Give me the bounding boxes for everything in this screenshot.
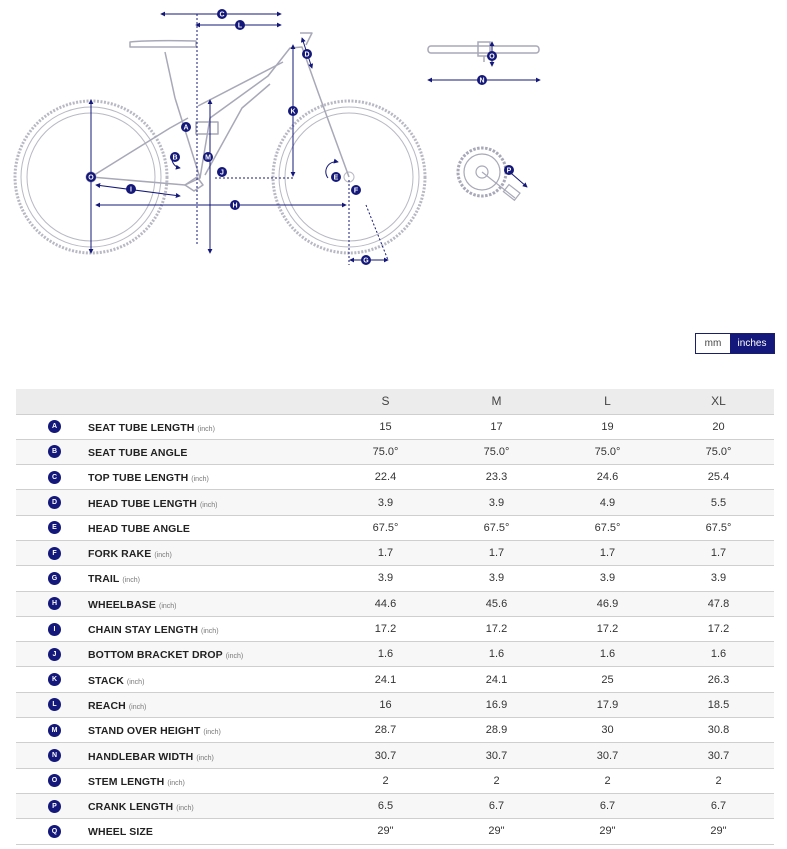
parameter-cell bbox=[88, 515, 330, 540]
geometry-diagram bbox=[0, 0, 787, 290]
svg-text:A: A bbox=[183, 124, 189, 132]
parameter-name: WHEEL SIZE bbox=[88, 826, 153, 839]
parameter-cell bbox=[88, 743, 330, 768]
parameter-cell bbox=[88, 566, 330, 591]
value-cell: 30.7 bbox=[596, 749, 619, 762]
unit-mm-button[interactable]: mm bbox=[696, 334, 730, 353]
parameter-unit: (inch) bbox=[167, 779, 185, 787]
marker-f bbox=[351, 185, 361, 195]
svg-text:N: N bbox=[479, 77, 485, 85]
value-cell: 75.0° bbox=[483, 445, 510, 458]
parameter-name: CHAIN STAY LENGTH bbox=[88, 624, 199, 637]
letter-cell bbox=[16, 566, 88, 591]
letter-cell bbox=[16, 591, 88, 616]
value-cell: 2 bbox=[715, 774, 722, 787]
svg-text:O: O bbox=[88, 174, 94, 182]
size-header: L bbox=[604, 394, 611, 409]
letter-cell bbox=[16, 465, 88, 490]
letter-badge: D bbox=[48, 496, 61, 509]
letter-badge: P bbox=[48, 800, 61, 813]
parameter-name: STACK bbox=[88, 674, 124, 687]
value-cell: 75.0° bbox=[372, 445, 399, 458]
value-cell: 3.9 bbox=[488, 496, 505, 509]
parameter-unit: (inch) bbox=[128, 703, 147, 711]
table-row bbox=[16, 616, 774, 641]
parameter-cell bbox=[88, 718, 330, 743]
parameter-name: HANDLEBAR WIDTH bbox=[88, 750, 194, 763]
value-cell: 30.7 bbox=[485, 749, 508, 762]
value-cell: 3.9 bbox=[599, 572, 616, 585]
value-cell: 47.8 bbox=[707, 597, 730, 610]
value-cell: 17.2 bbox=[485, 623, 508, 636]
parameter-unit: (inch) bbox=[197, 425, 215, 433]
size-header-row bbox=[16, 389, 774, 414]
value-cell: 1.7 bbox=[377, 547, 394, 560]
value-cell: 4.9 bbox=[599, 496, 616, 509]
value-cell: 3.9 bbox=[488, 572, 505, 585]
table-row bbox=[16, 743, 774, 768]
parameter-unit: (inch) bbox=[191, 476, 209, 484]
value-cell: 30.7 bbox=[707, 749, 730, 762]
letter-cell bbox=[16, 439, 88, 464]
letter-cell bbox=[16, 667, 88, 692]
unit-toggle bbox=[695, 333, 775, 354]
parameter-cell bbox=[88, 819, 330, 844]
parameter-cell bbox=[88, 465, 330, 490]
svg-text:K: K bbox=[290, 108, 296, 116]
value-cell: 23.3 bbox=[485, 471, 508, 484]
parameter-name: CRANK LENGTH bbox=[88, 801, 174, 814]
value-cell: 29" bbox=[377, 825, 394, 838]
marker-k bbox=[288, 106, 298, 116]
letter-cell bbox=[16, 414, 88, 439]
value-cell: 29" bbox=[710, 825, 727, 838]
value-cell: 1.6 bbox=[488, 648, 505, 661]
handlebar-view bbox=[428, 42, 539, 62]
parameter-name: TRAIL bbox=[88, 573, 120, 586]
value-cell: 6.7 bbox=[599, 800, 616, 813]
value-cell: 15 bbox=[379, 420, 392, 433]
svg-text:O: O bbox=[489, 53, 495, 61]
value-cell: 24.6 bbox=[596, 471, 619, 484]
value-cell: 16 bbox=[379, 698, 392, 711]
svg-text:I: I bbox=[130, 186, 132, 194]
table-row bbox=[16, 642, 774, 667]
svg-text:J: J bbox=[220, 169, 224, 177]
value-cell: 30.7 bbox=[374, 749, 397, 762]
letter-cell bbox=[16, 616, 88, 641]
letter-cell bbox=[16, 642, 88, 667]
marker-l bbox=[235, 20, 245, 30]
value-cell: 75.0° bbox=[594, 445, 621, 458]
value-cell: 17.9 bbox=[596, 698, 619, 711]
value-cell: 18.5 bbox=[707, 698, 730, 711]
parameter-unit: (inch) bbox=[203, 729, 221, 737]
table-row bbox=[16, 540, 774, 565]
marker-o bbox=[487, 51, 497, 61]
table-row bbox=[16, 692, 774, 717]
parameter-name: STEM LENGTH bbox=[88, 775, 165, 788]
letter-badge: F bbox=[48, 547, 61, 560]
table-row bbox=[16, 793, 774, 818]
value-cell: 3.9 bbox=[377, 572, 394, 585]
letter-badge: A bbox=[48, 420, 61, 433]
parameter-unit: (inch) bbox=[201, 628, 219, 636]
table-row bbox=[16, 414, 774, 439]
value-cell: 28.9 bbox=[485, 724, 508, 737]
value-cell: 67.5° bbox=[705, 521, 732, 534]
value-cell: 17.2 bbox=[374, 623, 397, 636]
parameter-cell bbox=[88, 616, 330, 641]
letter-badge: H bbox=[48, 597, 61, 610]
value-cell: 30 bbox=[601, 724, 614, 737]
letter-cell bbox=[16, 692, 88, 717]
marker-d bbox=[302, 49, 312, 59]
letter-badge: I bbox=[48, 623, 61, 636]
header-blank bbox=[16, 389, 88, 414]
svg-text:H: H bbox=[232, 202, 238, 210]
marker-n bbox=[477, 75, 487, 85]
marker-p bbox=[504, 165, 514, 175]
letter-badge: G bbox=[48, 572, 61, 585]
value-cell: 28.7 bbox=[374, 724, 397, 737]
parameter-name: SEAT TUBE LENGTH bbox=[88, 421, 195, 434]
marker-e bbox=[331, 172, 341, 182]
letter-cell bbox=[16, 490, 88, 515]
svg-text:M: M bbox=[205, 154, 211, 162]
value-cell: 46.9 bbox=[596, 597, 619, 610]
table-row bbox=[16, 439, 774, 464]
parameter-unit: (inch) bbox=[196, 754, 214, 762]
value-cell: 2 bbox=[382, 774, 389, 787]
value-cell: 1.6 bbox=[377, 648, 394, 661]
value-cell: 1.6 bbox=[710, 648, 727, 661]
marker-b bbox=[170, 152, 180, 162]
value-cell: 24.1 bbox=[374, 673, 397, 686]
value-cell: 3.9 bbox=[377, 496, 394, 509]
table-row bbox=[16, 465, 774, 490]
value-cell: 75.0° bbox=[705, 445, 732, 458]
parameter-name: REACH bbox=[88, 699, 126, 712]
value-cell: 17.2 bbox=[707, 623, 730, 636]
table-row bbox=[16, 768, 774, 793]
value-cell: 3.9 bbox=[710, 572, 727, 585]
marker-g bbox=[361, 255, 371, 265]
marker-o-bb bbox=[86, 172, 96, 182]
value-cell: 22.4 bbox=[374, 471, 397, 484]
table-row bbox=[16, 490, 774, 515]
value-cell: 16.9 bbox=[485, 698, 508, 711]
parameter-cell bbox=[88, 490, 330, 515]
marker-j bbox=[217, 167, 227, 177]
size-header: XL bbox=[711, 394, 726, 409]
value-cell: 20 bbox=[712, 420, 725, 433]
parameter-cell bbox=[88, 642, 330, 667]
marker-i bbox=[126, 184, 136, 194]
parameter-cell bbox=[88, 667, 330, 692]
value-cell: 26.3 bbox=[707, 673, 730, 686]
table-row bbox=[16, 819, 774, 844]
unit-inches-button[interactable]: inches bbox=[730, 334, 774, 353]
size-header: M bbox=[491, 394, 502, 409]
letter-badge: J bbox=[48, 648, 61, 661]
table-row bbox=[16, 591, 774, 616]
svg-text:D: D bbox=[304, 51, 310, 59]
letter-cell bbox=[16, 793, 88, 818]
parameter-unit: (inch) bbox=[225, 653, 244, 661]
parameter-unit: (inch) bbox=[122, 577, 140, 585]
value-cell: 67.5° bbox=[372, 521, 399, 534]
marker-a bbox=[181, 122, 191, 132]
svg-text:C: C bbox=[219, 11, 225, 19]
parameter-cell bbox=[88, 414, 330, 439]
parameter-name: BOTTOM BRACKET DROP bbox=[88, 649, 223, 662]
letter-cell bbox=[16, 515, 88, 540]
value-cell: 6.7 bbox=[710, 800, 727, 813]
value-cell: 1.6 bbox=[599, 648, 616, 661]
parameter-unit: (inch) bbox=[159, 602, 177, 610]
marker-h bbox=[230, 200, 240, 210]
letter-cell bbox=[16, 768, 88, 793]
value-cell: 25.4 bbox=[707, 471, 730, 484]
value-cell: 19 bbox=[601, 420, 614, 433]
letter-badge: N bbox=[48, 749, 61, 762]
geometry-table bbox=[16, 389, 774, 845]
letter-badge: M bbox=[48, 724, 61, 737]
svg-text:L: L bbox=[237, 22, 243, 30]
parameter-name: FORK RAKE bbox=[88, 548, 152, 561]
svg-text:B: B bbox=[172, 154, 178, 162]
parameter-name: WHEELBASE bbox=[88, 598, 156, 611]
parameter-cell bbox=[88, 793, 330, 818]
letter-badge: E bbox=[48, 521, 61, 534]
value-cell: 17.2 bbox=[596, 623, 619, 636]
table-row bbox=[16, 566, 774, 591]
parameter-name: TOP TUBE LENGTH bbox=[88, 472, 189, 485]
parameter-unit: (inch) bbox=[199, 501, 218, 509]
value-cell: 29" bbox=[488, 825, 505, 838]
parameter-cell bbox=[88, 591, 330, 616]
letter-cell bbox=[16, 540, 88, 565]
marker-c bbox=[217, 9, 227, 19]
table-row bbox=[16, 718, 774, 743]
value-cell: 1.7 bbox=[488, 547, 505, 560]
parameter-cell bbox=[88, 692, 330, 717]
table-row bbox=[16, 515, 774, 540]
svg-text:G: G bbox=[363, 257, 369, 265]
value-cell: 29" bbox=[599, 825, 616, 838]
parameter-cell bbox=[88, 439, 330, 464]
parameter-name: STAND OVER HEIGHT bbox=[88, 725, 201, 738]
letter-badge: B bbox=[48, 445, 61, 458]
parameter-unit: (inch) bbox=[126, 678, 145, 686]
parameter-name: HEAD TUBE LENGTH bbox=[88, 497, 197, 510]
value-cell: 67.5° bbox=[483, 521, 510, 534]
letter-badge: K bbox=[48, 673, 61, 686]
value-cell: 1.7 bbox=[599, 547, 616, 560]
value-cell: 1.7 bbox=[710, 547, 727, 560]
parameter-name: HEAD TUBE ANGLE bbox=[88, 522, 191, 535]
parameter-cell bbox=[88, 540, 330, 565]
value-cell: 45.6 bbox=[485, 597, 508, 610]
letter-cell bbox=[16, 718, 88, 743]
svg-text:F: F bbox=[353, 187, 359, 195]
value-cell: 44.6 bbox=[374, 597, 397, 610]
value-cell: 24.1 bbox=[485, 673, 508, 686]
value-cell: 2 bbox=[493, 774, 500, 787]
value-cell: 25 bbox=[601, 673, 614, 686]
letter-cell bbox=[16, 819, 88, 844]
table-row bbox=[16, 667, 774, 692]
svg-text:E: E bbox=[333, 174, 339, 182]
letter-badge: L bbox=[48, 698, 61, 711]
value-cell: 5.5 bbox=[710, 496, 727, 509]
parameter-cell bbox=[88, 768, 330, 793]
value-cell: 6.5 bbox=[377, 800, 394, 813]
parameter-unit: (inch) bbox=[154, 552, 172, 560]
letter-badge: O bbox=[48, 774, 61, 787]
svg-text:P: P bbox=[506, 167, 512, 175]
letter-badge: Q bbox=[48, 825, 61, 838]
value-cell: 30.8 bbox=[707, 724, 730, 737]
parameter-name: SEAT TUBE ANGLE bbox=[88, 446, 188, 459]
value-cell: 67.5° bbox=[594, 521, 621, 534]
value-cell: 6.7 bbox=[488, 800, 505, 813]
letter-cell bbox=[16, 743, 88, 768]
value-cell: 17 bbox=[490, 420, 503, 433]
letter-badge: C bbox=[48, 471, 61, 484]
value-cell: 2 bbox=[604, 774, 611, 787]
marker-m bbox=[203, 152, 213, 162]
size-header: S bbox=[381, 394, 390, 409]
parameter-unit: (inch) bbox=[176, 805, 194, 813]
header-blank bbox=[88, 389, 330, 414]
